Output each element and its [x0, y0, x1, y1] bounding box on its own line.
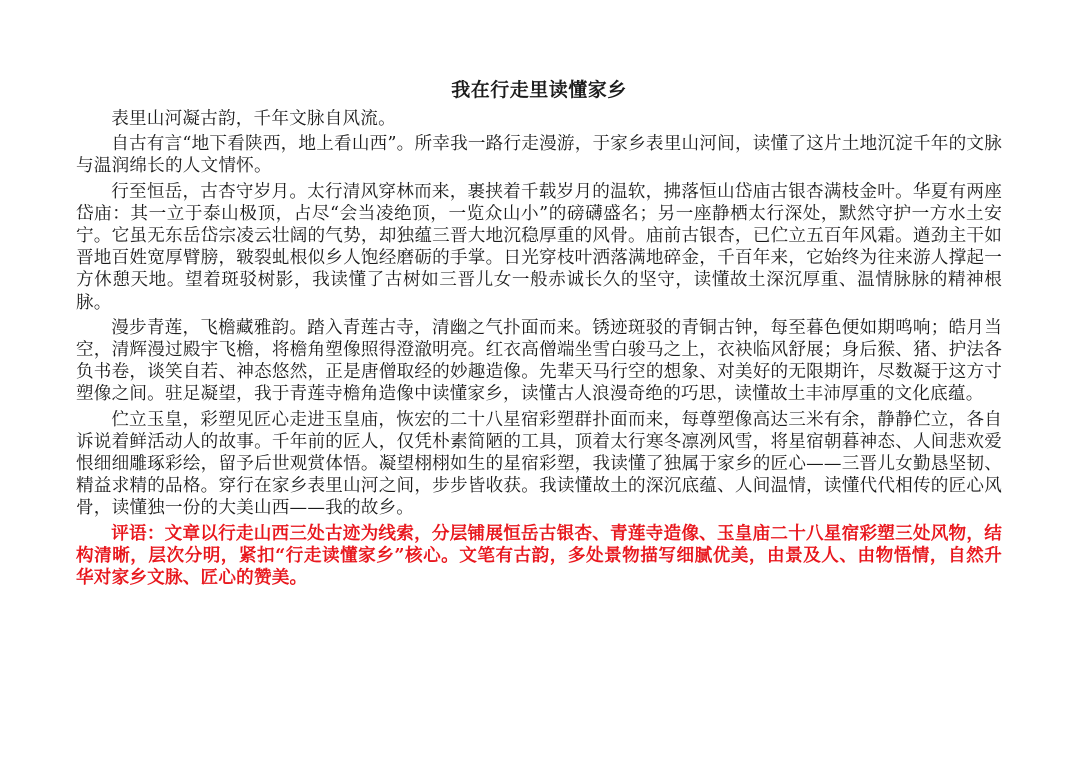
- paragraph-qinglian: 漫步青莲，飞檐藏雅韵。踏入青莲古寺，清幽之气扑面而来。锈迹斑驳的青铜古钟，每至暮色便如期鸣响；皓月当空，清辉漫过殿宇飞檐，将檐角塑像照得澄澈明亮。红衣高僧端坐雪白骏马之上，衣袂临风舒展；身后猴、猪、护法各负书卷，谈笑自若、神态悠然，正是唐僧取经的妙趣造像。先辈天马行空的想象、对美好的无限期许，尽数凝于这方寸塑像之间。驻足凝望，我于青莲寺檐角造像中读懂家乡，读懂古人浪漫奇绝的巧思，读懂故土丰沛厚重的文化底蕴。: [76, 317, 1002, 405]
- paragraph-intro: 自古有言“地下看陕西，地上看山西”。所幸我一路行走漫游，于家乡表里山河间，读懂了这片土地沉淀千年的文脉与温润绵长的人文情怀。: [76, 134, 1002, 177]
- paragraph-opening: 表里山河凝古韵，千年文脉自风流。: [111, 109, 396, 129]
- essay-title: 我在行走里读懂家乡: [451, 79, 627, 101]
- teacher-comment: 评语：文章以行走山西三处古迹为线索，分层铺展恒岳古银杏、青莲寺造像、玉皇庙二十八星宿彩塑三处风物，结构清晰，层次分明，紧扣“行走读懂家乡”核心。文笔有古韵，多处景物描写细腻优美，由景及人、由物悟情，自然升华对家乡文脉、匠心的赞美。: [76, 522, 1002, 589]
- paragraph-yuhuang: 伫立玉皇，彩塑见匠心走进玉皇庙，恢宏的二十八星宿彩塑群扑面而来，每尊塑像高达三米有余，静静伫立，各自诉说着鲜活动人的故事。千年前的匠人，仅凭朴素简陋的工具，顶着太行寒冬凛冽风雪，将星宿朝暮神态、人间悲欢爱恨细细雕琢彩绘，留予后世观赏体悟。凝望栩栩如生的星宿彩塑，我读懂了独属于家乡的匠心——三晋儿女勤恳坚韧、精益求精的品格。穿行在家乡表里山河之间，步步皆收获。我读懂故土的深沉底蕴、人间温情，读懂代代相传的匠心风骨，读懂独一份的大美山西——我的故乡。: [76, 409, 1002, 519]
- paragraph-hengyue: 行至恒岳，古杏守岁月。太行清风穿林而来，裹挟着千载岁月的温软，拂落恒山岱庙古银杏满枝金叶。华夏有两座岱庙：其一立于泰山极顶，占尽“会当凌绝顶，一览众山小”的磅礴盛名；另一座静栖太行深处，默然守护一方水土安宁。它虽无东岳岱宗凌云壮阔的气势，却独蕴三晋大地沉稳厚重的风骨。庙前古银杏，已伫立五百年风霜。遒劲主干如晋地百姓宽厚臂膀，皲裂虬根似乡人饱经磨砺的手掌。日光穿枝叶洒落满地碎金，千百年来，它始终为往来游人撑起一方休憩天地。望着斑驳树影，我读懂了古树如三晋儿女一般赤诚长久的坚守，读懂故土深沉厚重、温情脉脉的精神根脉。: [76, 181, 1002, 313]
